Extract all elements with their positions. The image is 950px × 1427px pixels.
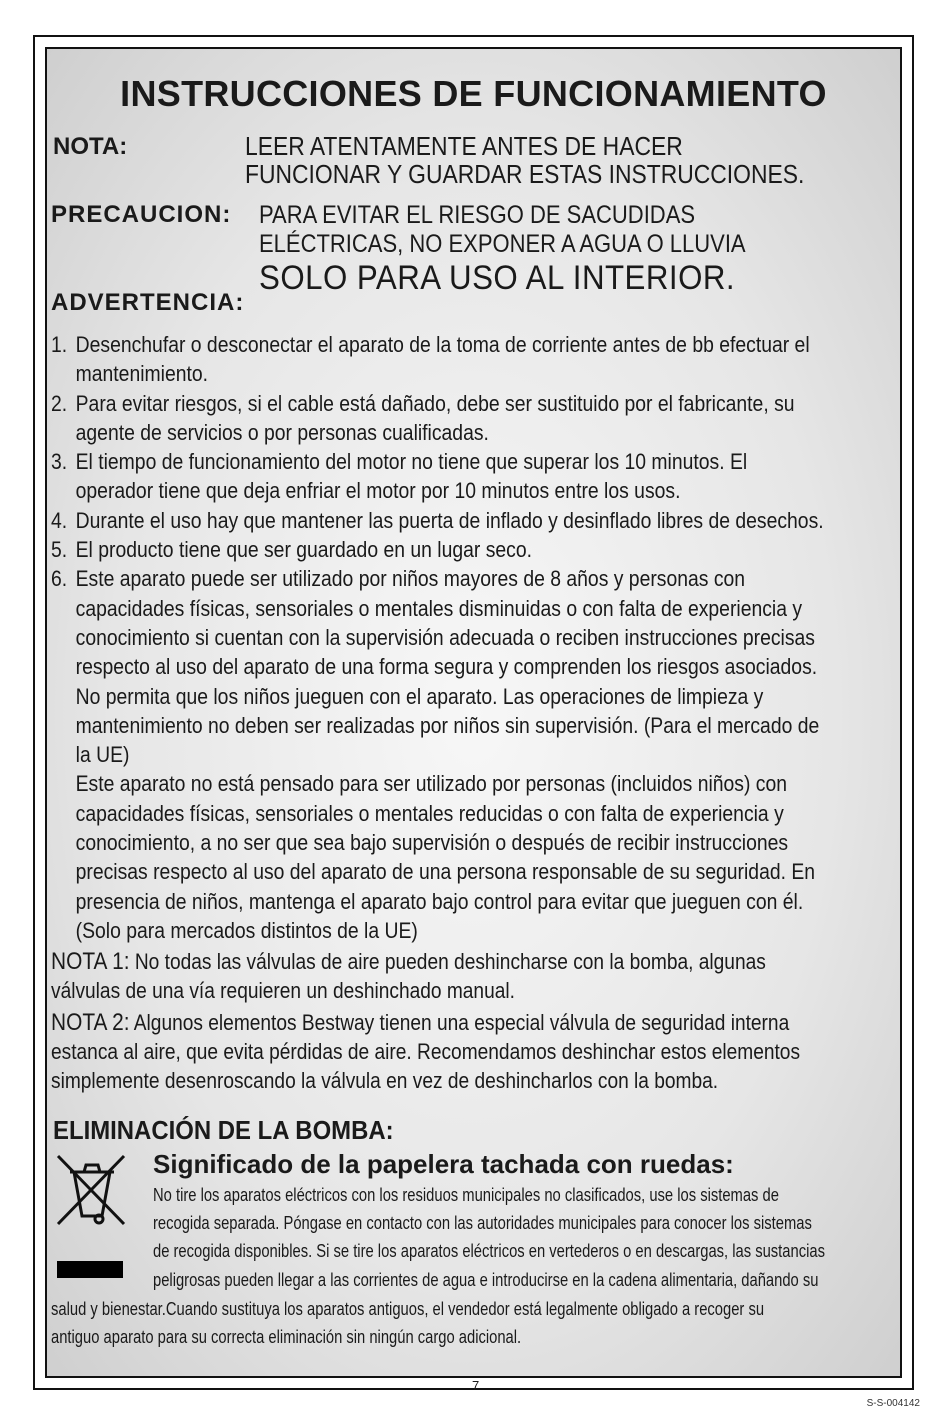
disposal-line: antiguo aparato para su correcta eliminación sin ningún cargo adicional. [51, 1327, 522, 1347]
document-code: S-S-004142 [866, 1398, 920, 1409]
warning-line: operador tiene que deja enfriar el motor por 10 minutos entre los usos. [75, 478, 681, 504]
note-label: NOTA 1: [51, 948, 130, 975]
warning-line: No permita que los niños jueguen con el aparato. Las operaciones de limpieza y [75, 683, 764, 709]
warning-number: 2. [51, 390, 68, 416]
note-line: válvulas de una vía requieren un deshinchado manual. [51, 978, 515, 1003]
page-title: INSTRUCCIONES DE FUNCIONAMIENTO [120, 73, 827, 114]
warning-number: 6. [51, 566, 68, 592]
warning-line: conocimiento, a no ser que sea bajo supervisión o después de recibir instrucciones [75, 830, 789, 856]
warning-line: Para evitar riesgos, si el cable está dañado, debe ser sustituido por el fabricante, su [75, 390, 795, 416]
warning-item [51, 389, 896, 448]
disposal-line: peligrosas pueden llegar a las corrientes de agua e introducirse en la cadena alimentaria, dañando su [153, 1270, 819, 1290]
warning-list [51, 330, 896, 945]
warning-number: 3. [51, 449, 68, 475]
notes-section [51, 947, 895, 1098]
warning-line: conocimiento si cuentan con la supervisión adecuada o reciben instrucciones precisas [75, 624, 815, 650]
warning-number: 5. [51, 537, 68, 563]
warning-line: capacidades físicas, sensoriales o mentales reducidas o con falta de experiencia y [75, 800, 784, 826]
warning-number: 1. [51, 332, 68, 357]
warning-line: capacidades físicas, sensoriales o mentales disminuidas o con falta de experiencia y [75, 595, 803, 621]
warning-number: 4. [51, 507, 68, 533]
warning-line: respecto al uso del aparato de una forma segura y comprenden los riesgos asociados. [75, 654, 818, 680]
disposal-heading: ELIMINACIÓN DE LA BOMBA: [53, 1115, 394, 1145]
warning-text [76, 330, 894, 389]
warning-line: Este aparato no está pensado para ser utilizado por personas (incluidos niños) con [75, 771, 788, 797]
warning-line: precisas respecto al uso del aparato de una persona responsable de su seguridad. En [75, 859, 816, 885]
warning-text [76, 535, 894, 564]
warning-item [51, 447, 896, 506]
warning-line: (Solo para mercados distintos de la UE) [75, 917, 418, 943]
warning-line: presencia de niños, mantenga el aparato bajo control para evitar que jueguen con él. [75, 888, 804, 914]
advertencia-label: ADVERTENCIA: [51, 289, 245, 316]
instructions-panel [45, 47, 902, 1378]
warning-text [76, 506, 894, 535]
nota-text [245, 132, 817, 188]
precaucion-label: PRECAUCION: [51, 201, 232, 228]
nota-line: LEER ATENTAMENTE ANTES DE HACER [245, 131, 683, 161]
note-label: NOTA 2: [51, 1009, 130, 1036]
warning-line: El tiempo de funcionamiento del motor no tiene que superar los 10 minutos. El [75, 449, 748, 475]
warning-line: Durante el uso hay que mantener las puerta de inflado y desinflado libres de desechos. [75, 507, 824, 533]
note-line: No todas las válvulas de aire pueden deshincharse con la bomba, algunas [134, 949, 766, 974]
warning-line: mantenimiento. [75, 361, 209, 387]
warning-text [76, 447, 894, 506]
bin-marker-bar [57, 1261, 123, 1278]
nota-label: NOTA: [53, 133, 128, 160]
interior-use-only: SOLO PARA USO AL INTERIOR. [259, 259, 736, 297]
disposal-line: recogida separada. Póngase en contacto con las autoridades municipales para conocer los sistemas [153, 1213, 812, 1233]
warning-text [76, 389, 894, 448]
warning-line: Este aparato puede ser utilizado por niños mayores de 8 años y personas con [75, 566, 746, 592]
note-line: estanca al aire, que evita pérdidas de aire. Recomendamos deshinchar estos elementos [51, 1039, 801, 1064]
disposal-line: No tire los aparatos eléctricos con los residuos municipales no clasificados, use los sistemas de [153, 1185, 779, 1205]
warning-line: agente de servicios o por personas cualificadas. [75, 419, 489, 445]
nota-line: FUNCIONAR Y GUARDAR ESTAS INSTRUCCIONES. [245, 159, 805, 189]
note-1 [51, 947, 895, 1005]
warning-line: Desenchufar o desconectar el aparato de la toma de corriente antes de bb efectuar el [75, 332, 810, 357]
disposal-line: de recogida disponibles. Si se tire los aparatos eléctricos en vertederos o en descargas, las sustancias [153, 1241, 825, 1261]
warning-item [51, 535, 896, 564]
disposal-line: salud y bienestar.Cuando sustituya los aparatos antiguos, el vendedor está legalmente obligado a recoger su [51, 1299, 765, 1319]
precaucion-line: PARA EVITAR EL RIESGO DE SACUDIDAS [259, 201, 696, 229]
page-number: 7 [472, 1378, 480, 1393]
warning-line: la UE) [75, 742, 130, 768]
crossed-out-wheelie-bin-icon [52, 1150, 130, 1230]
warning-item [51, 564, 896, 945]
warning-line: El producto tiene que ser guardado en un lugar seco. [75, 537, 533, 563]
note-line: Algunos elementos Bestway tienen una especial válvula de seguridad interna [133, 1010, 790, 1035]
bin-meaning-heading: Significado de la papelera tachada con ruedas: [153, 1149, 734, 1179]
warning-text [76, 564, 894, 945]
warning-item [51, 330, 896, 389]
warning-line: mantenimiento no deben ser realizadas por niños sin supervisión. (Para el mercado de [75, 712, 820, 738]
precaucion-line: ELÉCTRICAS, NO EXPONER A AGUA O LLUVIA [259, 230, 746, 258]
note-line: simplemente desenroscando la válvula en vez de deshincharlos con la bomba. [51, 1068, 719, 1093]
note-2 [51, 1008, 895, 1095]
warning-item [51, 506, 896, 535]
precaucion-text [259, 201, 893, 259]
